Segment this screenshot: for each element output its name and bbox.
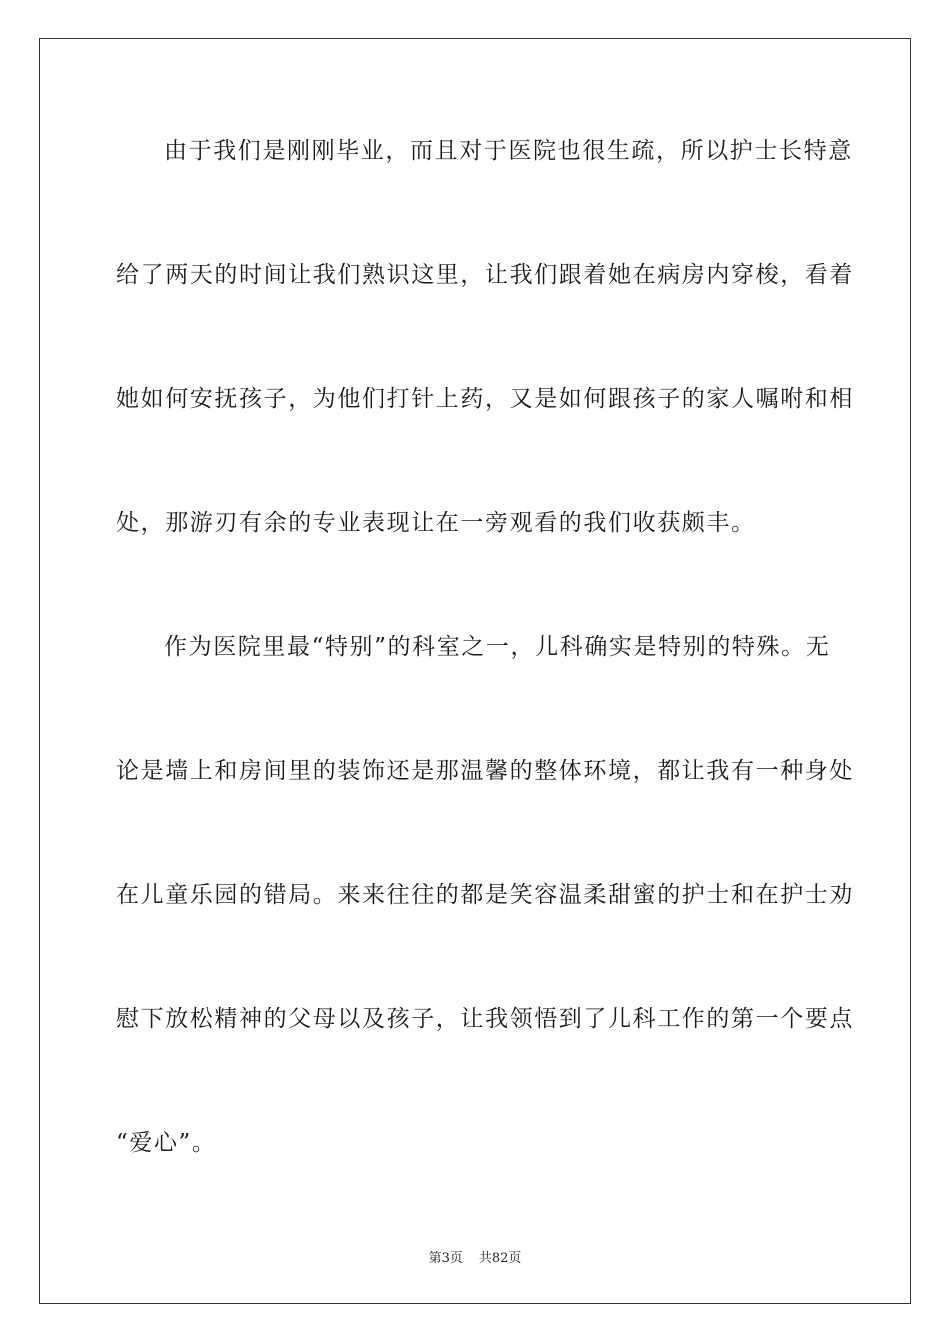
paragraph-1-line-4: 处，那游刃有余的专业表现让在一旁观看的我们收获颇丰。	[116, 510, 756, 536]
paragraph-2-line-4: 慰下放松精神的父母以及孩子，让我领悟到了儿科工作的第一个要点	[116, 1006, 854, 1032]
page-footer	[0, 1247, 950, 1266]
paragraph-2-line-1: 作为医院里最“特别”的科室之一，儿科确实是特别的特殊。无	[164, 634, 831, 660]
paragraph-1-line-2: 给了两天的时间让我们熟识这里，让我们跟着她在病房内穿梭，看着	[116, 262, 854, 288]
paragraph-2-line-5: “爱心”。	[116, 1130, 217, 1156]
paragraph-1-line-3: 她如何安抚孩子，为他们打针上药，又是如何跟孩子的家人嘱咐和相	[116, 386, 854, 412]
page-number-total: 共82页	[478, 1251, 522, 1266]
paragraph-2-line-2: 论是墙上和房间里的装饰还是那温馨的整体环境，都让我有一种身处	[116, 758, 854, 784]
paragraph-1-line-1: 由于我们是刚刚毕业，而且对于医院也很生疏，所以护士长特意	[164, 138, 853, 164]
page-frame	[39, 38, 911, 1304]
page-number-current: 第3页	[428, 1251, 463, 1266]
paragraph-2-line-3: 在儿童乐园的错局。来来往往的都是笑容温柔甜蜜的护士和在护士劝	[116, 882, 854, 908]
